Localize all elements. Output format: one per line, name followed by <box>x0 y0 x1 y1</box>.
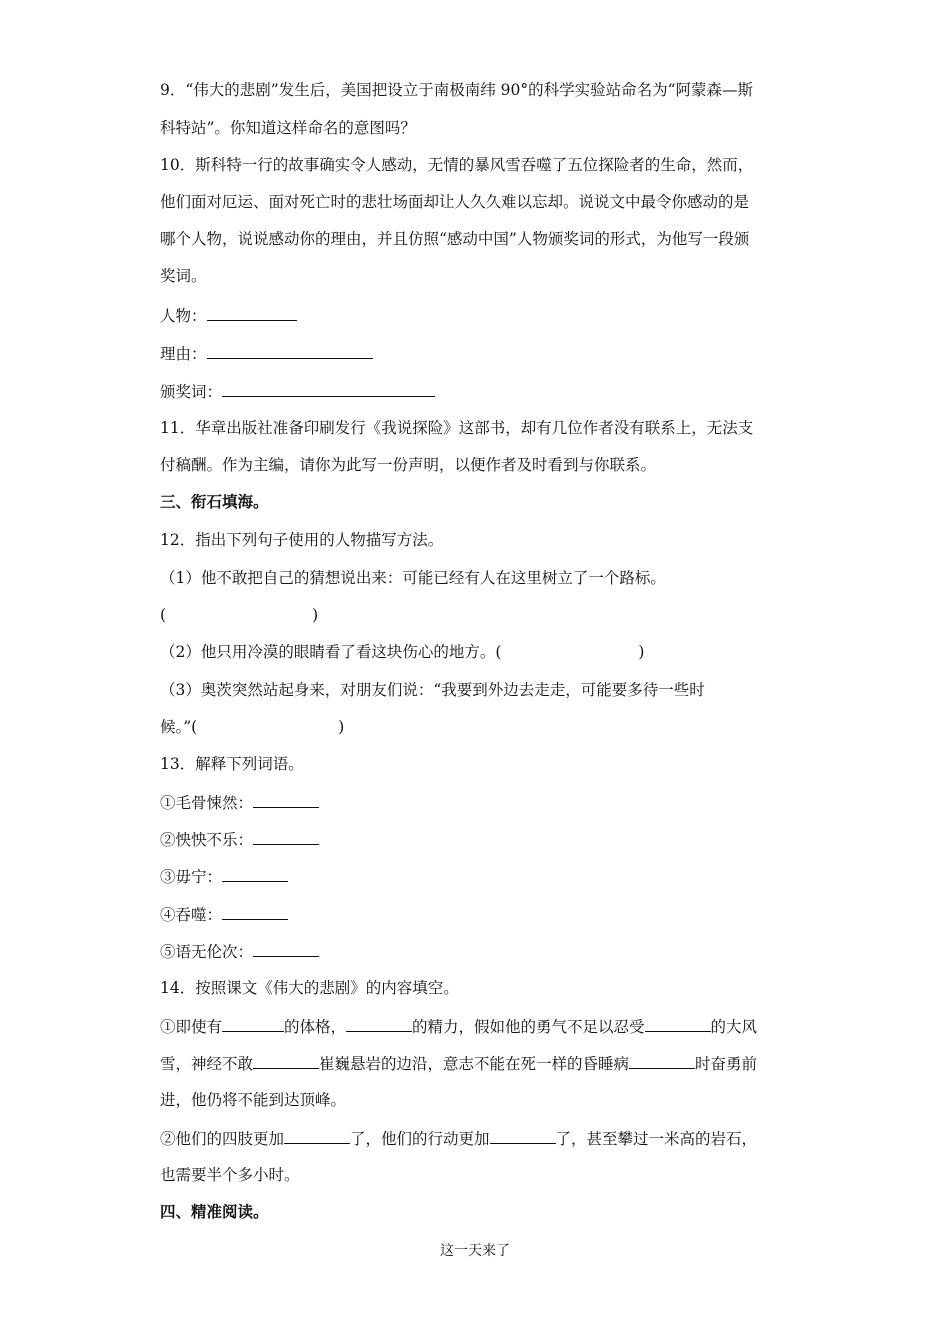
q14-text: 的大风 <box>710 1018 758 1036</box>
q10-award-row <box>160 381 435 402</box>
q14-blank-7[interactable] <box>490 1128 556 1144</box>
q13-word-5-row <box>160 941 319 962</box>
q14-stem: 14．按照课文《伟大的悲剧》的内容填空。 <box>160 979 459 997</box>
q14-text: 了，甚至攀过一米高的岩石， <box>555 1130 758 1148</box>
q14-blank-1[interactable] <box>222 1016 284 1032</box>
q14-text: 雪，神经不敢 <box>160 1055 254 1073</box>
q11-line-2: 付稿酬。作为主编，请你为此写一份声明，以便作者及时看到与你联系。 <box>160 456 657 474</box>
q10-award-label: 颁奖词： <box>160 383 223 401</box>
q13-word-3-blank[interactable] <box>222 866 288 882</box>
q14-text: 的体格， <box>284 1018 347 1036</box>
passage-title: 这一天来了 <box>440 1243 510 1259</box>
q13-word-2: ②怏怏不乐： <box>160 831 254 849</box>
section-3-title: 三、衔石填海。 <box>160 493 269 511</box>
q14-para-1-line-1 <box>160 1016 757 1037</box>
q10-line-3: 哪个人物，说说感动你的理由，并且仿照“感动中国”人物颁奖词的形式，为他写一段颁 <box>160 230 750 248</box>
q10-line-1: 10．斯科特一行的故事确实令人感动，无情的暴风雪吞噬了五位探险者的生命，然而， <box>160 156 754 174</box>
q12-answer-1-close: ) <box>312 606 319 624</box>
q10-line-2: 他们面对厄运、面对死亡时的悲壮场面却让人久久难以忘却。说说文中最令你感动的是 <box>160 193 750 211</box>
q12-stem: 12．指出下列句子使用的人物描写方法。 <box>160 531 444 549</box>
q10-person-label: 人物： <box>160 307 207 325</box>
q12-sentence-1: （1）他不敢把自己的猜想说出来：可能已经有人在这里树立了一个路标。 <box>160 569 666 587</box>
q10-person-row <box>160 305 297 326</box>
q13-stem: 13．解释下列词语。 <box>160 755 304 773</box>
q12-sentence-2-row <box>160 642 644 662</box>
q13-word-4-blank[interactable] <box>222 904 288 920</box>
q14-text: 了，他们的行动更加 <box>350 1130 490 1148</box>
section-4-title: 四、精准阅读。 <box>160 1203 269 1221</box>
q14-text: 时奋勇前 <box>695 1055 758 1073</box>
q14-text: 的精力，假如他的勇气不足以忍受 <box>412 1018 645 1036</box>
q14-text: 崔巍悬岩的边沿，意志不能在死一样的昏睡病 <box>319 1055 630 1073</box>
q13-word-2-row <box>160 829 319 850</box>
q12-answer-1 <box>160 605 318 625</box>
q14-para-1-line-2 <box>160 1053 757 1074</box>
q10-award-blank[interactable] <box>222 381 435 397</box>
q13-word-4: ④吞噬： <box>160 906 223 924</box>
q14-blank-2[interactable] <box>346 1016 412 1032</box>
q14-para-2-line-1 <box>160 1128 757 1149</box>
q14-para-2-line-2: 也需要半个多小时。 <box>160 1166 300 1184</box>
q13-word-5-blank[interactable] <box>253 941 319 957</box>
q14-text: ①即使有 <box>160 1018 223 1036</box>
q13-word-4-row <box>160 904 288 925</box>
q13-word-2-blank[interactable] <box>253 829 319 845</box>
q14-para-1-line-3: 进，他仍将不能到达顶峰。 <box>160 1091 347 1109</box>
q10-reason-label: 理由： <box>160 345 207 363</box>
q12-answer-1-open: ( <box>160 606 167 624</box>
q13-word-1: ①毛骨悚然： <box>160 794 254 812</box>
q14-text: ②他们的四肢更加 <box>160 1130 285 1148</box>
q13-word-3: ③毋宁： <box>160 868 223 886</box>
q12-answer-2-close: ) <box>638 643 645 661</box>
q13-word-1-row <box>160 792 319 813</box>
q14-blank-6[interactable] <box>284 1128 350 1144</box>
q10-reason-row <box>160 343 373 364</box>
q12-sentence-2: （2）他只用冷漠的眼睛看了看这块伤心的地方。( <box>160 643 502 661</box>
q13-word-1-blank[interactable] <box>253 792 319 808</box>
q11-line-1: 11．华章出版社准备印刷发行《我说探险》这部书，却有几位作者没有联系上，无法支 <box>160 419 754 437</box>
q13-word-5: ⑤语无伦次： <box>160 943 254 961</box>
q14-blank-5[interactable] <box>629 1053 695 1069</box>
q13-word-3-row <box>160 866 288 887</box>
q14-blank-3[interactable] <box>645 1016 711 1032</box>
q9-line-1: 9．“伟大的悲剧”发生后，美国把设立于南极南纬 90°的科学实验站命名为“阿蒙森—斯 <box>160 81 754 99</box>
q12-sentence-3-line-2: 候。”( <box>160 718 198 736</box>
q10-person-blank[interactable] <box>207 305 297 321</box>
q12-sentence-3-row <box>160 717 344 737</box>
q9-line-2: 科特站”。你知道这样命名的意图吗？ <box>160 119 416 137</box>
q14-blank-4[interactable] <box>253 1053 319 1069</box>
q10-reason-blank[interactable] <box>207 343 373 359</box>
q12-answer-3-close: ) <box>338 718 345 736</box>
q12-sentence-3-line-1: （3）奥茨突然站起身来，对朋友们说：“我要到外边去走走，可能要多待一些时 <box>160 681 705 699</box>
q10-line-4: 奖词。 <box>160 267 207 285</box>
